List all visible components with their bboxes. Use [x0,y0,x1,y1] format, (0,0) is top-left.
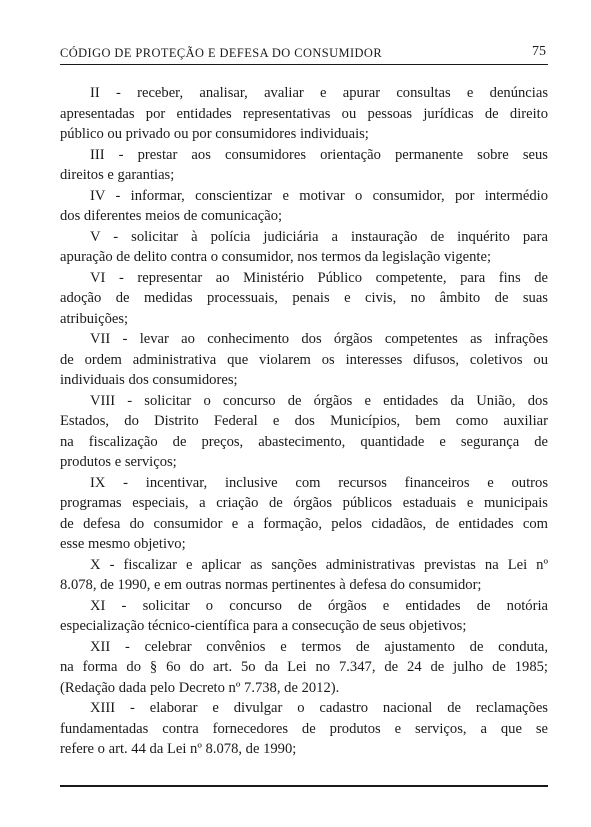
text-line: II - receber, analisar, avaliar e apurar consultas e denúncias [90,85,548,101]
text-line: adoção de medidas processuais, penais e civis, no âmbito de suas [60,290,548,306]
text-line: fundamentadas contra fornecedores de produtos e serviços, a que se [60,720,548,737]
text-line: de ordem administrativa que violarem os interesses difusos, coletivos ou [60,351,548,368]
text-line: X - fiscalizar e aplicar as sanções administrativas previstas na Lei nº [90,556,548,573]
text-line: atribuições; [60,310,129,327]
text-line: público ou privado ou por consumidores individuais; [60,126,369,142]
text-line: (Redação dada pelo Decreto nº 7.738, de 2012). [60,679,340,696]
article-item [60,637,548,699]
text-line: VII - levar ao conhecimento dos órgãos competentes as infrações [90,331,548,347]
text-line: VI - representar ao Ministério Público competente, para fins de [90,269,548,286]
article-item [60,329,548,391]
article-item [60,83,548,145]
text-line: III - prestar aos consumidores orientação permanente sobre seus [90,146,548,163]
text-line: apresentadas por entidades representativas ou pessoas jurídicas de direito [60,105,548,122]
text-line: Estados, do Distrito Federal e dos Municípios, bem como auxiliar [60,413,548,429]
article-item [60,145,548,186]
article-item [60,186,548,227]
text-line: VIII - solicitar o concurso de órgãos e entidades da União, dos [90,392,548,409]
page-number: 75 [532,44,546,59]
article-item [60,268,548,330]
article-item [60,473,548,555]
footer-rule [60,785,548,787]
text-line: refere o art. 44 da Lei nº 8.078, de 1990; [60,741,297,757]
text-line: XI - solicitar o concurso de órgãos e entidades de notória [90,597,548,614]
text-line: programas especiais, a criação de órgãos públicos estaduais e municipais [60,495,548,511]
text-line: V - solicitar à polícia judiciária a instauração de inquérito para [90,228,548,245]
text-line: XII - celebrar convênios e termos de ajustamento de conduta, [90,638,548,655]
text-line: direitos e garantias; [60,167,175,183]
article-item [60,555,548,596]
text-line: IX - incentivar, inclusive com recursos financeiros e outros [90,474,548,491]
article-item [60,391,548,473]
article-item [60,698,548,760]
text-line: 8.078, de 1990, e em outras normas pertinentes à defesa do consumidor; [60,577,482,593]
text-line: produtos e serviços; [60,454,177,470]
text-line: de defesa do consumidor e a formação, pelos cidadãos, de entidades com [60,515,548,532]
article-item [60,227,548,268]
body-text [60,83,548,760]
text-line: XIII - elaborar e divulgar o cadastro nacional de reclamações [90,700,548,716]
header-rule [60,64,548,65]
text-line: apuração de delito contra o consumidor, nos termos da legislação vigente; [60,249,492,265]
text-line: individuais dos consumidores; [60,372,238,388]
text-line: especialização técnico-científica para a consecução de seus objetivos; [60,618,467,634]
running-header-title: CÓDIGO DE PROTEÇÃO E DEFESA DO CONSUMIDOR [60,46,383,60]
text-line: na forma do § 6o do art. 5o da Lei no 7.347, de 24 de julho de 1985; [60,659,548,675]
text-line: IV - informar, conscientizar e motivar o consumidor, por intermédio [90,187,548,204]
text-line: na fiscalização de preços, abastecimento, quantidade e segurança de [60,433,548,450]
article-item [60,596,548,637]
text-line: dos diferentes meios de comunicação; [60,208,283,224]
running-header [60,44,548,64]
text-line: esse mesmo objetivo; [60,536,186,552]
